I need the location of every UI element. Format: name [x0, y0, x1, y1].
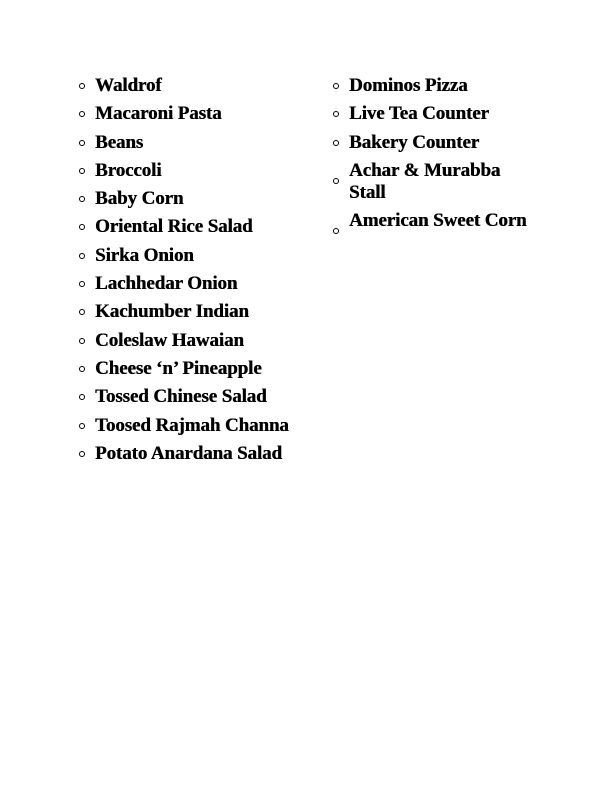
list-item	[333, 210, 533, 232]
bullet-icon	[79, 83, 85, 89]
list-item-label: Dominos Pizza	[349, 75, 468, 96]
list-item	[79, 273, 329, 295]
list-item	[79, 245, 329, 267]
list-item-label: Achar & Murabba Stall	[349, 159, 501, 203]
list-item	[79, 415, 329, 437]
bullet-icon	[79, 111, 85, 117]
list-item	[333, 160, 533, 204]
bullet-icon	[333, 228, 339, 234]
bullet-icon	[79, 224, 85, 230]
bullet-icon	[333, 83, 339, 89]
list-item	[79, 103, 329, 125]
bullet-icon	[79, 168, 85, 174]
list-item-label: Live Tea Counter	[349, 103, 489, 125]
right-menu-list	[333, 75, 533, 238]
list-item-label: Tossed Chinese Salad	[95, 386, 267, 408]
list-item	[79, 188, 329, 210]
list-item-label: Waldrof	[95, 75, 162, 96]
list-item	[79, 443, 329, 465]
list-item	[79, 160, 329, 182]
bullet-icon	[79, 140, 85, 146]
list-item-label: Bakery Counter	[349, 131, 480, 153]
list-item-label: Cheese ‘n’ Pineapple	[95, 357, 262, 379]
bullet-icon	[333, 140, 339, 146]
list-item-label: Baby Corn	[95, 188, 184, 210]
list-item-label: Macaroni Pasta	[95, 103, 222, 125]
list-item	[79, 301, 329, 323]
list-item	[79, 216, 329, 238]
bullet-icon	[79, 196, 85, 202]
list-item	[333, 75, 533, 97]
list-item-label: Toosed Rajmah Channa	[95, 414, 289, 436]
list-item-label: Sirka Onion	[95, 244, 194, 266]
bullet-icon	[79, 253, 85, 259]
list-item-label: American Sweet Corn	[349, 209, 527, 231]
bullet-icon	[79, 338, 85, 344]
bullet-icon	[333, 178, 339, 184]
list-item-label: Oriental Rice Salad	[95, 216, 253, 238]
list-item-label: Beans	[95, 131, 144, 153]
list-item-label: Kachumber Indian	[95, 301, 249, 323]
list-item-label: Potato Anardana Salad	[95, 442, 282, 464]
list-item	[79, 132, 329, 154]
list-item-label: Lachhedar Onion	[95, 273, 238, 295]
list-item-label: Coleslaw Hawaian	[95, 329, 244, 351]
bullet-icon	[79, 281, 85, 287]
bullet-icon	[79, 309, 85, 315]
list-item	[333, 132, 533, 154]
list-item	[79, 330, 329, 352]
bullet-icon	[79, 394, 85, 400]
list-item	[79, 386, 329, 408]
bullet-icon	[79, 366, 85, 372]
bullet-icon	[79, 423, 85, 429]
list-item	[333, 103, 533, 125]
bullet-icon	[333, 111, 339, 117]
list-item	[79, 358, 329, 380]
left-menu-list	[79, 75, 329, 471]
list-item-label: Broccoli	[95, 159, 162, 181]
bullet-icon	[79, 451, 85, 457]
list-item	[79, 75, 329, 97]
